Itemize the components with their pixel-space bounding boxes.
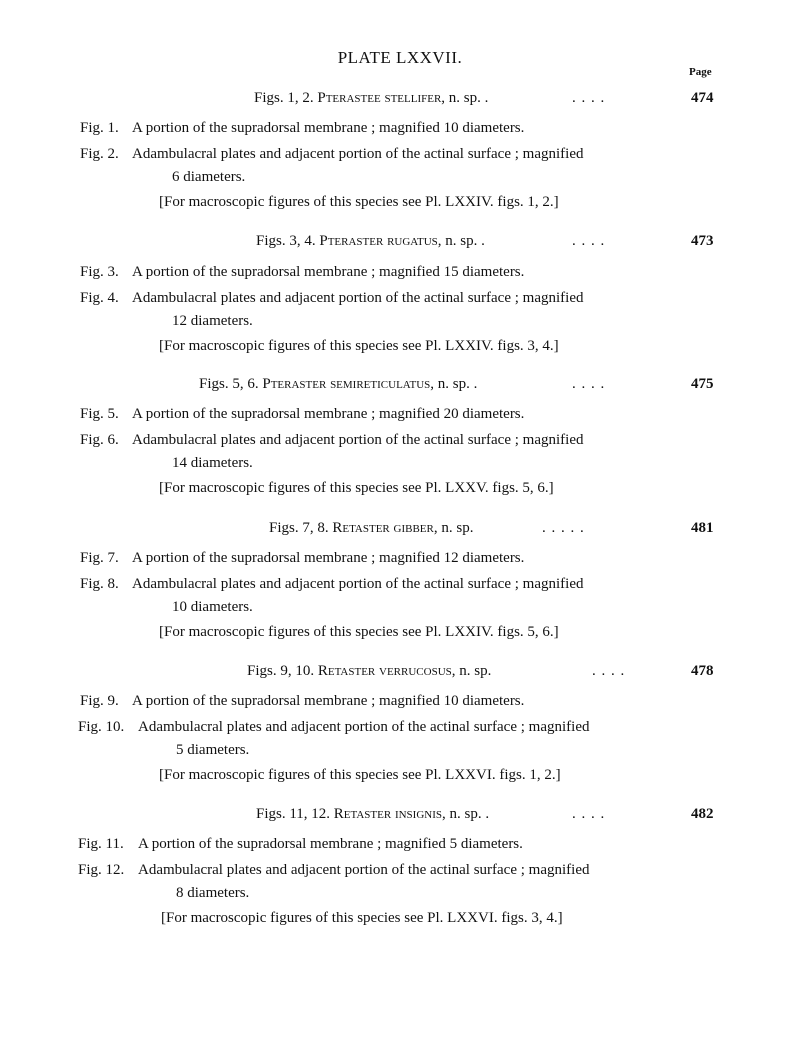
figure-caption: A portion of the supradorsal membrane ; magnified 12 diameters. bbox=[132, 550, 525, 566]
page-number: 481 bbox=[691, 520, 714, 536]
leader-dots: . . . . bbox=[572, 806, 606, 822]
figure-caption: A portion of the supradorsal membrane ; magnified 20 diameters. bbox=[132, 406, 525, 422]
figs-label: Figs. 7, 8. bbox=[269, 520, 329, 536]
figure-label: Fig. 10. bbox=[78, 719, 125, 735]
figure-caption-continuation: 14 diameters. bbox=[172, 455, 253, 471]
figure-caption: A portion of the supradorsal membrane ; magnified 10 diameters. bbox=[132, 120, 525, 136]
figure-entry bbox=[78, 719, 589, 736]
figure-entry bbox=[78, 862, 589, 879]
figure-label: Fig. 2. bbox=[80, 146, 119, 162]
figure-label: Fig. 11. bbox=[78, 836, 124, 852]
macroscopic-reference: [For macroscopic figures of this species see Pl. LXXIV. figs. 5, 6.] bbox=[159, 624, 559, 640]
figure-caption: Adambulacral plates and adjacent portion of the actinal surface ; magnified bbox=[138, 719, 590, 735]
figure-caption: Adambulacral plates and adjacent portion of the actinal surface ; magnified bbox=[132, 576, 584, 592]
species-name: Retaster insignis, bbox=[333, 806, 446, 822]
species-name: Retaster verrucosus, bbox=[317, 663, 456, 679]
new-species-label: n. sp. . bbox=[445, 233, 485, 249]
species-name: Pteraster rugatus, bbox=[319, 233, 442, 249]
new-species-label: n. sp. bbox=[459, 663, 492, 679]
figure-entry bbox=[80, 120, 524, 137]
figs-label: Figs. 5, 6. bbox=[199, 376, 259, 392]
section-heading bbox=[256, 806, 489, 823]
figure-entry bbox=[80, 576, 583, 593]
figure-entry bbox=[80, 264, 524, 281]
leader-dots: . . . . . bbox=[542, 520, 585, 536]
figure-caption: A portion of the supradorsal membrane ; magnified 5 diameters. bbox=[138, 836, 523, 852]
figure-caption: Adambulacral plates and adjacent portion of the actinal surface ; magnified bbox=[132, 146, 584, 162]
figure-label: Fig. 1. bbox=[80, 120, 119, 136]
figure-label: Fig. 8. bbox=[80, 576, 119, 592]
figure-label: Fig. 3. bbox=[80, 264, 119, 280]
leader-dots: . . . . bbox=[572, 90, 606, 106]
figure-label: Fig. 6. bbox=[80, 432, 119, 448]
section-heading bbox=[254, 90, 488, 107]
leader-dots: . . . . bbox=[572, 233, 606, 249]
species-name: Pteraster semireticulatus, bbox=[262, 376, 435, 392]
figs-label: Figs. 9, 10. bbox=[247, 663, 315, 679]
macroscopic-reference: [For macroscopic figures of this species see Pl. LXXVI. figs. 1, 2.] bbox=[159, 767, 561, 783]
macroscopic-reference: [For macroscopic figures of this species see Pl. LXXIV. figs. 3, 4.] bbox=[159, 338, 559, 354]
page-number: 482 bbox=[691, 806, 714, 822]
figure-caption: A portion of the supradorsal membrane ; magnified 10 diameters. bbox=[132, 693, 525, 709]
new-species-label: n. sp. . bbox=[437, 376, 478, 392]
figure-entry bbox=[78, 836, 523, 853]
figs-label: Figs. 1, 2. bbox=[254, 90, 314, 106]
macroscopic-reference: [For macroscopic figures of this species see Pl. LXXV. figs. 5, 6.] bbox=[159, 480, 554, 496]
figure-entry bbox=[80, 550, 524, 567]
section-heading bbox=[247, 663, 491, 680]
new-species-label: n. sp. . bbox=[449, 806, 490, 822]
leader-dots: . . . . bbox=[592, 663, 626, 679]
figure-label: Fig. 9. bbox=[80, 693, 119, 709]
page-number: 474 bbox=[691, 90, 714, 106]
section-heading bbox=[269, 520, 473, 537]
figure-label: Fig. 7. bbox=[80, 550, 119, 566]
figure-entry bbox=[80, 290, 583, 307]
section-heading bbox=[199, 376, 477, 393]
figure-label: Fig. 5. bbox=[80, 406, 119, 422]
figure-entry bbox=[80, 432, 583, 449]
figure-caption: Adambulacral plates and adjacent portion of the actinal surface ; magnified bbox=[132, 432, 584, 448]
page-number: 475 bbox=[691, 376, 714, 392]
figure-caption: A portion of the supradorsal membrane ; magnified 15 diameters. bbox=[132, 264, 525, 280]
figure-entry bbox=[80, 406, 524, 423]
leader-dots: . . . . bbox=[572, 376, 606, 392]
page-number: 478 bbox=[691, 663, 714, 679]
figure-label: Fig. 12. bbox=[78, 862, 125, 878]
figs-label: Figs. 3, 4. bbox=[256, 233, 316, 249]
plate-title: PLATE LXXVII. bbox=[337, 48, 463, 67]
figs-label: Figs. 11, 12. bbox=[256, 806, 331, 822]
species-name: Pterastee stellifer, bbox=[317, 90, 446, 106]
figure-caption-continuation: 10 diameters. bbox=[172, 599, 253, 615]
figure-caption: Adambulacral plates and adjacent portion of the actinal surface ; magnified bbox=[138, 862, 590, 878]
page-number: 473 bbox=[691, 233, 714, 249]
new-species-label: n. sp. . bbox=[448, 90, 489, 106]
figure-entry bbox=[80, 146, 583, 163]
species-name: Retaster gibber, bbox=[332, 520, 438, 536]
figure-label: Fig. 4. bbox=[80, 290, 119, 306]
figure-entry bbox=[80, 693, 524, 710]
figure-caption-continuation: 8 diameters. bbox=[176, 885, 250, 901]
section-heading bbox=[256, 233, 485, 250]
macroscopic-reference: [For macroscopic figures of this species see Pl. LXXVI. figs. 3, 4.] bbox=[161, 910, 563, 926]
figure-caption-continuation: 6 diameters. bbox=[172, 169, 246, 185]
figure-caption-continuation: 12 diameters. bbox=[172, 313, 253, 329]
macroscopic-reference: [For macroscopic figures of this species see Pl. LXXIV. figs. 1, 2.] bbox=[159, 194, 559, 210]
new-species-label: n. sp. bbox=[441, 520, 474, 536]
page-column-heading: Page bbox=[689, 66, 712, 78]
figure-caption-continuation: 5 diameters. bbox=[176, 742, 250, 758]
figure-caption: Adambulacral plates and adjacent portion of the actinal surface ; magnified bbox=[132, 290, 584, 306]
